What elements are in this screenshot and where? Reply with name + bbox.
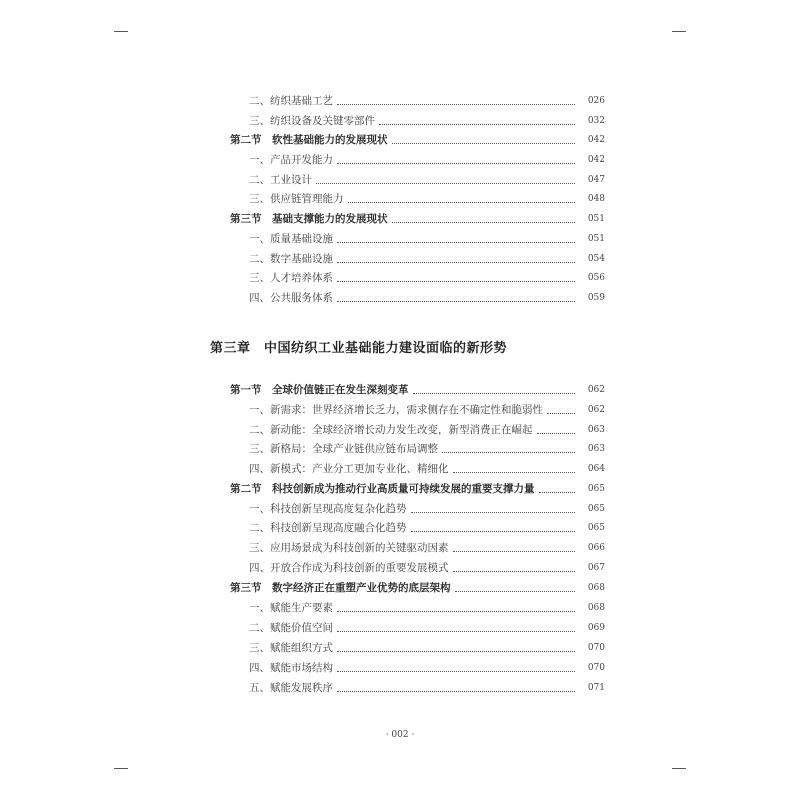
toc-entry-label: 二、新动能：全球经济增长动力发生改变，新型消费正在崛起 bbox=[249, 424, 533, 436]
toc-entry[interactable] bbox=[249, 561, 605, 575]
dot-leader bbox=[453, 470, 576, 473]
toc-entry-label: 一、新需求：世界经济增长乏力，需求侧存在不确定性和脆弱性 bbox=[249, 404, 543, 416]
toc-entry-page: 066 bbox=[587, 543, 605, 553]
dot-leader bbox=[537, 431, 576, 434]
toc-entry-page: 059 bbox=[587, 293, 605, 303]
toc-entry-page: 065 bbox=[587, 523, 605, 533]
dot-leader bbox=[455, 589, 576, 592]
dot-leader bbox=[453, 549, 576, 552]
toc-entry[interactable] bbox=[249, 173, 605, 187]
toc-entry[interactable] bbox=[249, 462, 605, 476]
toc-entry[interactable] bbox=[249, 541, 605, 555]
dot-leader bbox=[337, 102, 575, 105]
toc-entry-page: 070 bbox=[587, 663, 605, 673]
toc-entry[interactable] bbox=[249, 252, 605, 266]
dot-leader bbox=[337, 161, 575, 164]
toc-entry[interactable] bbox=[249, 153, 605, 167]
dot-leader bbox=[337, 609, 575, 612]
toc-entry-page: 071 bbox=[587, 683, 605, 693]
toc-entry-page: 048 bbox=[587, 194, 605, 204]
toc-entry-page: 069 bbox=[587, 623, 605, 633]
dot-leader bbox=[392, 220, 576, 223]
toc-entry-label: 四、赋能市场结构 bbox=[249, 662, 333, 674]
dot-leader bbox=[413, 391, 576, 394]
toc-entry-page: 065 bbox=[587, 484, 605, 494]
toc-entry[interactable] bbox=[249, 621, 605, 635]
dot-leader bbox=[379, 122, 575, 125]
toc-entry-page: 042 bbox=[587, 155, 605, 165]
toc-entry-label: 二、纺织基础工艺 bbox=[249, 95, 333, 107]
toc-entry-page: 056 bbox=[587, 273, 605, 283]
toc-entry[interactable] bbox=[249, 232, 605, 246]
toc-entry[interactable] bbox=[249, 681, 605, 695]
dot-leader bbox=[337, 669, 575, 672]
dot-leader bbox=[337, 240, 575, 243]
dot-leader bbox=[539, 490, 576, 493]
toc-entry-page: 062 bbox=[587, 405, 605, 415]
toc-entry-page: 042 bbox=[587, 135, 605, 145]
toc-entry-label: 一、赋能生产要素 bbox=[249, 602, 333, 614]
toc-entry[interactable] bbox=[249, 114, 605, 128]
toc-entry-label: 三、新格局：全球产业链供应链布局调整 bbox=[249, 443, 438, 455]
toc-entry-page: 063 bbox=[587, 425, 605, 435]
toc-entry-page: 051 bbox=[587, 234, 605, 244]
toc-entry-page: 054 bbox=[587, 254, 605, 264]
toc-entry[interactable] bbox=[249, 291, 605, 305]
toc-section-entry[interactable] bbox=[230, 212, 605, 226]
toc-entry-label: 三、赋能组织方式 bbox=[249, 642, 333, 654]
dot-leader bbox=[442, 450, 575, 453]
dot-leader bbox=[337, 689, 575, 692]
toc-entry-page: 063 bbox=[587, 444, 605, 454]
dot-leader bbox=[337, 260, 575, 263]
toc-entry-label: 三、纺织设备及关键零部件 bbox=[249, 115, 375, 127]
toc-entry-label: 四、公共服务体系 bbox=[249, 292, 333, 304]
toc-entry[interactable] bbox=[249, 192, 605, 206]
dot-leader bbox=[337, 649, 575, 652]
dot-leader bbox=[411, 529, 576, 532]
toc-entry[interactable] bbox=[249, 661, 605, 675]
toc-entry-page: 032 bbox=[587, 116, 605, 126]
dot-leader bbox=[453, 569, 576, 572]
dot-leader bbox=[547, 411, 575, 414]
toc-entry-label: 二、数字基础设施 bbox=[249, 253, 333, 265]
toc-entry-page: 064 bbox=[587, 464, 605, 474]
toc-entry-page: 068 bbox=[587, 583, 605, 593]
toc-entry-page: 068 bbox=[587, 603, 605, 613]
toc-entry-label: 三、供应链管理能力 bbox=[249, 193, 344, 205]
dot-leader bbox=[337, 279, 575, 282]
toc-section-label: 第一节 全球价值链正在发生深刻变革 bbox=[230, 384, 409, 396]
toc-entry-page: 051 bbox=[587, 214, 605, 224]
toc-section-entry[interactable] bbox=[230, 383, 605, 397]
toc-entry-page: 067 bbox=[587, 563, 605, 573]
toc-section-label: 第三节 基础支撑能力的发展现状 bbox=[230, 213, 388, 225]
toc-entry-label: 二、科技创新呈现高度融合化趋势 bbox=[249, 522, 407, 534]
toc-section-label: 第三节 数字经济正在重塑产业优势的底层架构 bbox=[230, 582, 451, 594]
toc-entry[interactable] bbox=[249, 601, 605, 615]
toc-entry[interactable] bbox=[249, 502, 605, 516]
dot-leader bbox=[337, 629, 575, 632]
toc-entry[interactable] bbox=[249, 94, 605, 108]
toc-entry-label: 二、工业设计 bbox=[249, 174, 312, 186]
toc-entry[interactable] bbox=[249, 403, 605, 417]
dot-leader bbox=[392, 141, 576, 144]
toc-entry-label: 一、产品开发能力 bbox=[249, 154, 333, 166]
toc-entry-label: 一、质量基础设施 bbox=[249, 233, 333, 245]
toc-entry-label: 四、开放合作成为科技创新的重要发展模式 bbox=[249, 562, 449, 574]
dot-leader bbox=[411, 510, 576, 513]
toc-section-label: 第二节 软性基础能力的发展现状 bbox=[230, 134, 388, 146]
dot-leader bbox=[337, 299, 575, 302]
dot-leader bbox=[348, 200, 576, 203]
toc-entry-label: 四、新模式：产业分工更加专业化、精细化 bbox=[249, 463, 449, 475]
toc-entry-label: 五、赋能发展秩序 bbox=[249, 682, 333, 694]
page-number: · 002 · bbox=[385, 730, 415, 740]
toc-entry-page: 062 bbox=[587, 385, 605, 395]
chapter-heading[interactable]: 第三章 中国纺织工业基础能力建设面临的新形势 bbox=[210, 341, 508, 356]
toc-entry-page: 047 bbox=[587, 175, 605, 185]
toc-entry[interactable] bbox=[249, 442, 605, 456]
toc-entry-page: 065 bbox=[587, 504, 605, 514]
toc-section-entry[interactable] bbox=[230, 133, 605, 147]
toc-entry-label: 三、人才培养体系 bbox=[249, 272, 333, 284]
toc-entry[interactable] bbox=[249, 271, 605, 285]
toc-entry-page: 070 bbox=[587, 643, 605, 653]
toc-entry[interactable] bbox=[249, 423, 605, 437]
toc-entry-label: 三、应用场景成为科技创新的关键驱动因素 bbox=[249, 542, 449, 554]
toc-entry-page: 026 bbox=[587, 96, 605, 106]
toc-section-label: 第二节 科技创新成为推动行业高质量可持续发展的重要支撑力量 bbox=[230, 483, 535, 495]
toc-entry-label: 一、科技创新呈现高度复杂化趋势 bbox=[249, 503, 407, 515]
toc-entry[interactable] bbox=[249, 521, 605, 535]
toc-section-entry[interactable] bbox=[230, 581, 605, 595]
toc-section-entry[interactable] bbox=[230, 482, 605, 496]
dot-leader bbox=[316, 181, 575, 184]
toc-entry[interactable] bbox=[249, 641, 605, 655]
toc-entry-label: 二、赋能价值空间 bbox=[249, 622, 333, 634]
